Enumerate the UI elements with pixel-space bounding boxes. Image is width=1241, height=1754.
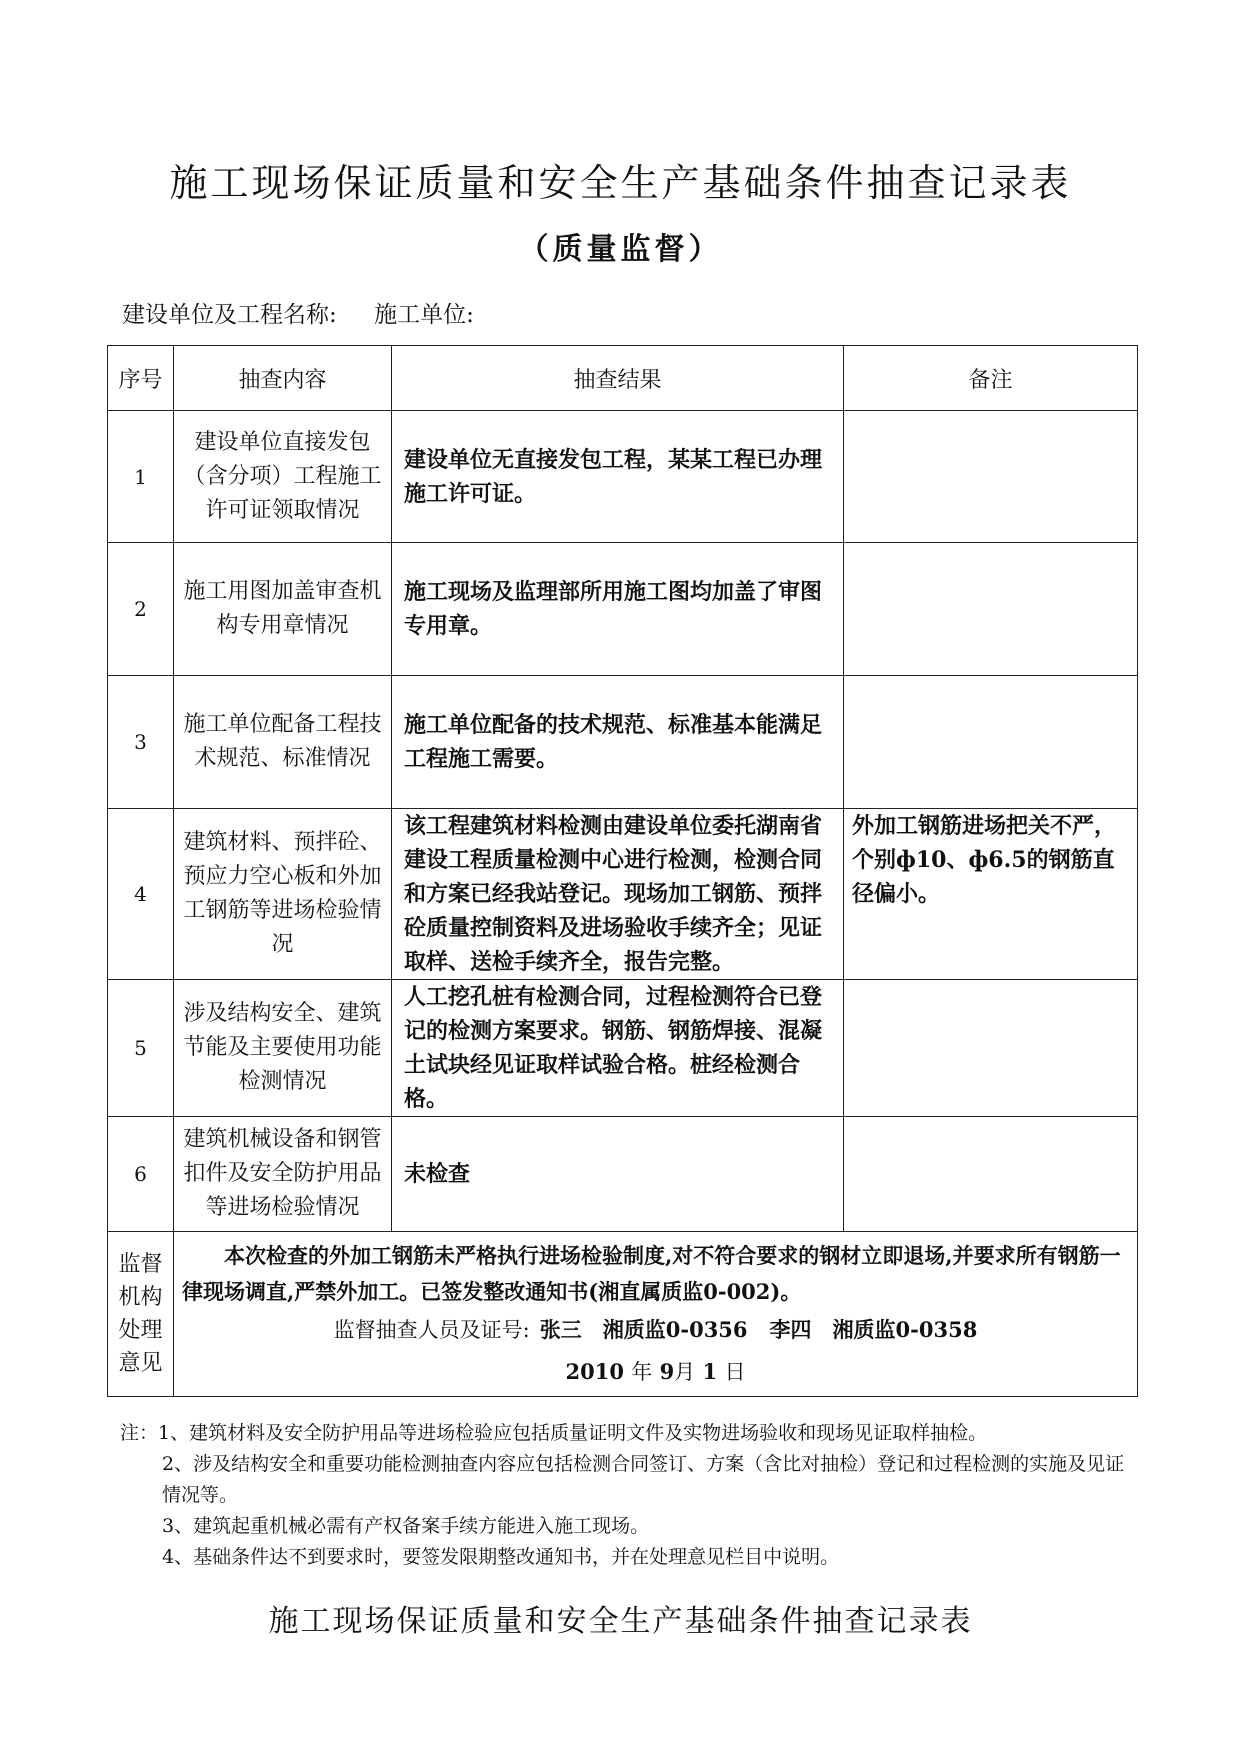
row-result: 建设单位无直接发包工程，某某工程已办理施工许可证。 bbox=[392, 411, 844, 543]
note-item: 3、建筑起重机械必需有产权备案手续方能进入施工现场。 bbox=[162, 1515, 650, 1537]
table-header-row bbox=[108, 346, 1138, 411]
date-year: 2010 bbox=[565, 1359, 624, 1384]
row-result: 施工单位配备的技术规范、标准基本能满足工程施工需要。 bbox=[392, 676, 844, 809]
opinion-label: 监督机构处理意见 bbox=[108, 1232, 174, 1397]
row-result: 人工挖孔桩有检测合同，过程检测符合已登记的检测方案要求。钢筋、钢筋焊接、混凝土试块经见证取样试验合格。桩经检测合格。 bbox=[392, 980, 844, 1117]
footer-title: 施工现场保证质量和安全生产基础条件抽查记录表 bbox=[268, 1604, 973, 1639]
row-seq: 1 bbox=[108, 411, 174, 543]
row-item: 建筑材料、预拌砼、预应力空心板和外加工钢筋等进场检验情况 bbox=[174, 809, 392, 980]
row-remark: 外加工钢筋进场把关不严，个别ф10、ф6.5的钢筋直径偏小。 bbox=[844, 809, 1138, 980]
inspection-table bbox=[107, 345, 1138, 1397]
row-result: 未检查 bbox=[392, 1117, 844, 1232]
inspector-line bbox=[182, 1312, 1129, 1348]
date-month-unit: 月 bbox=[674, 1360, 696, 1384]
row-seq: 3 bbox=[108, 676, 174, 809]
table-row bbox=[108, 980, 1138, 1117]
row-item: 施工用图加盖审查机构专用章情况 bbox=[174, 543, 392, 676]
info-line bbox=[122, 296, 504, 329]
row-result: 该工程建筑材料检测由建设单位委托湖南省建设工程质量检测中心进行检测，检测合同和方案已经我站登记。现场加工钢筋、预拌砼质量控制资料及进场验收手续齐全；见证取样、送检手续齐全，报告完整。 bbox=[392, 809, 844, 980]
note-item: 4、基础条件达不到要求时，要签发限期整改通知书，并在处理意见栏目中说明。 bbox=[162, 1546, 840, 1568]
date-day: 1 bbox=[702, 1359, 718, 1384]
header-item: 抽查内容 bbox=[174, 346, 392, 411]
notes bbox=[120, 1418, 1130, 1573]
row-seq: 4 bbox=[108, 809, 174, 980]
row-remark bbox=[844, 411, 1138, 543]
row-remark bbox=[844, 676, 1138, 809]
inspector-label: 监督抽查人员及证号: bbox=[333, 1318, 530, 1342]
row-remark bbox=[844, 980, 1138, 1117]
row-result: 施工现场及监理部所用施工图均加盖了审图专用章。 bbox=[392, 543, 844, 676]
opinion-text: 本次检查的外加工钢筋未严格执行进场检验制度,对不符合要求的钢材立即退场,并要求所有钢筋一律现场调直,严禁外加工。已签发整改通知书(湘直属质监0-002)。 bbox=[182, 1243, 1121, 1304]
row-seq: 2 bbox=[108, 543, 174, 676]
table-row bbox=[108, 411, 1138, 543]
table-row bbox=[108, 676, 1138, 809]
date-month: 9 bbox=[659, 1359, 675, 1384]
row-remark bbox=[844, 1117, 1138, 1232]
project-label: 建设单位及工程名称: bbox=[122, 302, 337, 328]
opinion-date bbox=[182, 1354, 1129, 1390]
table-row bbox=[108, 543, 1138, 676]
row-item: 建设单位直接发包（含分项）工程施工许可证领取情况 bbox=[174, 411, 392, 543]
note-item: 2、涉及结构安全和重要功能检测抽查内容应包括检测合同签订、方案（含比对抽检）登记和过程检测的实施及见证情况等。 bbox=[162, 1453, 1125, 1506]
table-row bbox=[108, 809, 1138, 980]
row-seq: 6 bbox=[108, 1117, 174, 1232]
header-remark: 备注 bbox=[844, 346, 1138, 411]
page-title: 施工现场保证质量和安全生产基础条件抽查记录表 bbox=[169, 161, 1072, 205]
note-item: 注：1、建筑材料及安全防护用品等进场检验应包括质量证明文件及实物进场验收和现场见证取样抽检。 bbox=[120, 1422, 988, 1444]
row-remark bbox=[844, 543, 1138, 676]
header-result: 抽查结果 bbox=[392, 346, 844, 411]
header-seq: 序号 bbox=[108, 346, 174, 411]
opinion-row bbox=[108, 1232, 1138, 1397]
row-item: 施工单位配备工程技术规范、标准情况 bbox=[174, 676, 392, 809]
inspector-2: 李四 湘质监0-0358 bbox=[769, 1317, 978, 1342]
page-subtitle: （质量监督） bbox=[518, 232, 723, 267]
table-row bbox=[108, 1117, 1138, 1232]
date-year-unit: 年 bbox=[631, 1360, 653, 1384]
opinion-cell bbox=[174, 1232, 1138, 1397]
date-day-unit: 日 bbox=[724, 1360, 746, 1384]
row-item: 建筑机械设备和钢管扣件及安全防护用品等进场检验情况 bbox=[174, 1117, 392, 1232]
row-seq: 5 bbox=[108, 980, 174, 1117]
row-item: 涉及结构安全、建筑节能及主要使用功能检测情况 bbox=[174, 980, 392, 1117]
contractor-label: 施工单位: bbox=[374, 302, 474, 328]
inspector-1: 张三 湘质监0-0356 bbox=[539, 1317, 748, 1342]
